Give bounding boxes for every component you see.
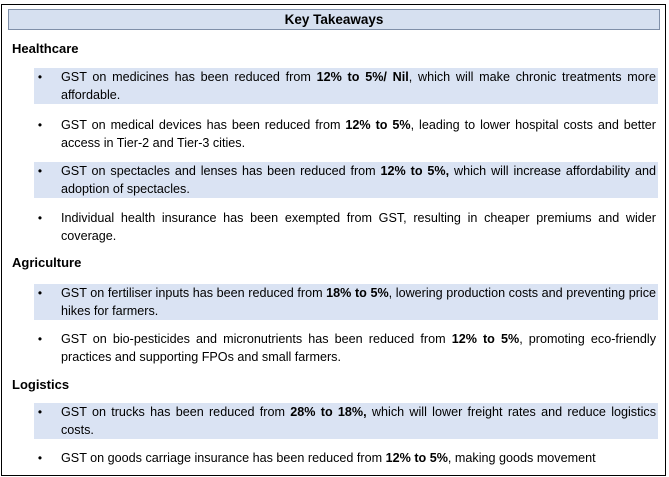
item-text: GST on goods carriage insurance has been reduced from 12% to 5%, making goods movement <box>61 451 596 465</box>
item-text: GST on medicines has been reduced from 12% to 5%/ Nil, which will make chronic treatments more affordable. <box>61 70 656 102</box>
item-text: GST on fertiliser inputs has been reduced from 18% to 5%, lowering production costs and preventing price hikes for farmers. <box>61 286 656 318</box>
section-heading-healthcare: Healthcare <box>12 41 79 56</box>
item-text: Individual health insurance has been exempted from GST, resulting in cheaper premiums and wider coverage. <box>61 211 656 243</box>
section-heading-logistics: Logistics <box>12 377 70 392</box>
section-heading-agriculture: Agriculture <box>12 255 82 270</box>
bullet-icon: • <box>37 405 43 419</box>
item-text: GST on bio-pesticides and micronutrients has been reduced from 12% to 5%, promoting eco-friendly practices and supporting FPOs and small farmers. <box>61 332 656 364</box>
list-item <box>34 162 658 198</box>
bullet-icon: • <box>37 118 43 132</box>
list-item <box>34 284 658 320</box>
list-item <box>34 403 658 439</box>
bullet-icon: • <box>37 211 43 225</box>
key-takeaways-box <box>1 4 666 476</box>
bullet-icon: • <box>37 332 43 346</box>
item-text: GST on medical devices has been reduced from 12% to 5%, leading to lower hospital costs and better access in Tier-2 and Tier-3 cities. <box>61 118 656 150</box>
list-item <box>34 330 658 366</box>
item-text: GST on trucks has been reduced from 28% to 18%, which will lower freight rates and reduce logistics costs. <box>61 405 656 437</box>
list-item <box>34 68 658 104</box>
bullet-icon: • <box>37 451 43 465</box>
bullet-icon: • <box>37 286 43 300</box>
list-item <box>34 116 658 152</box>
list-item <box>34 449 658 467</box>
box-title: Key Takeaways <box>8 9 660 30</box>
bullet-icon: • <box>37 164 43 178</box>
bullet-icon: • <box>37 70 43 84</box>
item-text: GST on spectacles and lenses has been reduced from 12% to 5%, which will increase affordability and adoption of spectacles. <box>61 164 656 196</box>
list-item <box>34 209 658 245</box>
